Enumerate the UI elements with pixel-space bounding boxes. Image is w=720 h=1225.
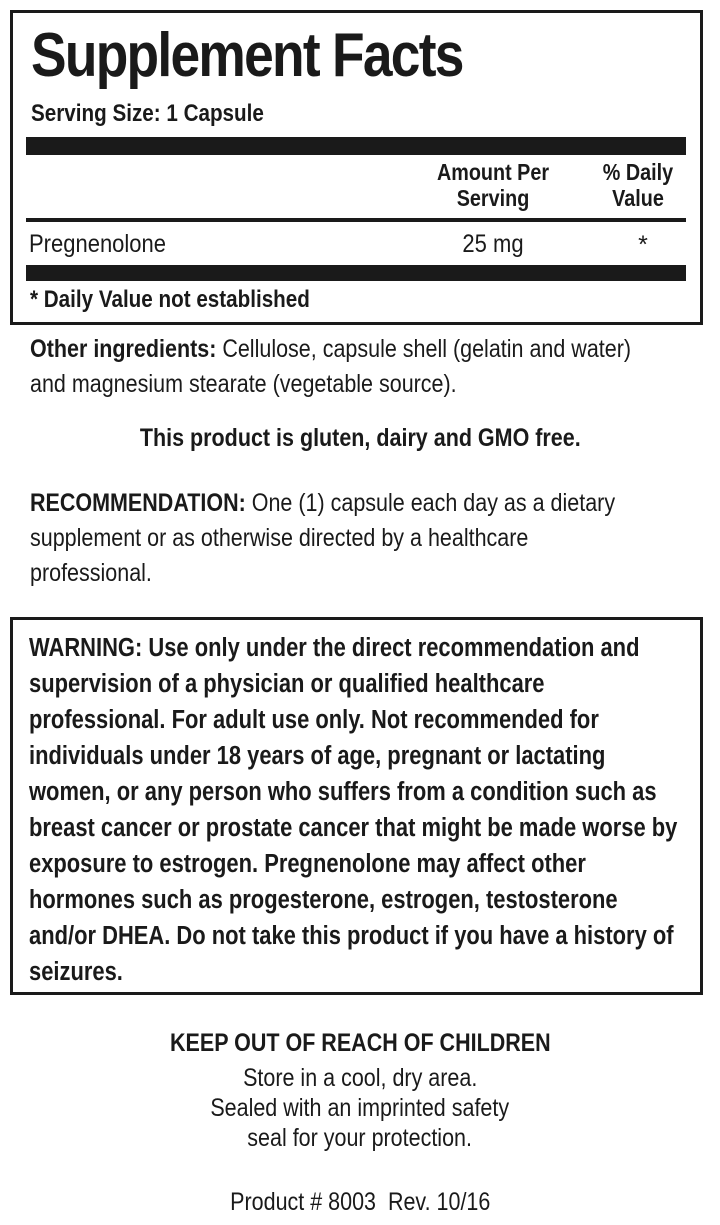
product-number-text: Product # 8003 Rev. 10/16 [229,1188,491,1216]
dv-header-line-1: % Daily [602,159,674,185]
seal-text-2: seal for your protection. [247,1124,473,1152]
storage-instruction [0,1063,720,1093]
other-ingredients-text: Cellulose, capsule shell (gelatin and water) and magnesium stearate (vegetable source). [30,335,632,398]
warning-text: WARNING: Use only under the direct recommendation and supervision of a physician or qualified healthcare professional. For adult use only. Not recommended for individuals under 18 years of age, pregnant or lactating women, or any person who suffers from a condition such as breast cancer or prostate cancer that might be made worse by exposure to estrogen. Pregnenolone may affect other hormones such as progesterone, estrogen, testosterone and/or DHEA. Do not take this product if you have a history of seizures. [29,634,678,986]
storage-text: Store in a cool, dry area. [242,1064,478,1092]
ingredient-amount: 25 mg [462,230,524,258]
facts-title: Supplement Facts [31,21,463,90]
recommendation-label: RECOMMENDATION: [30,489,246,517]
other-ingredients-label: Other ingredients: [30,335,217,363]
recommendation-text: One (1) capsule each day as a dietary supplement or as otherwise directed by a healthcare professional. [30,489,616,587]
free-from-statement [0,423,720,453]
amount-header-line-1: Amount Per [436,159,550,185]
keep-out-text: KEEP OUT OF REACH OF CHILDREN [169,1029,551,1057]
supplement-facts-panel [10,10,703,325]
amount-per-serving-header [429,159,558,211]
product-number [0,1187,720,1217]
other-ingredients [30,332,649,402]
seal-text-1: Sealed with an imprinted safety [210,1094,510,1122]
ingredient-name: Pregnenolone [29,230,167,258]
seal-line-2 [0,1123,720,1153]
footer-divider-bar [26,265,686,281]
daily-value-header [591,159,686,211]
serving-size: Serving Size: 1 Capsule [31,100,264,127]
keep-out-of-reach [0,1028,720,1058]
daily-value-footnote: * Daily Value not established [30,286,310,313]
ingredient-daily-value: * [638,231,648,259]
dv-header-line-2: Value [612,185,664,211]
header-divider-bar [26,137,686,155]
free-from-text: This product is gluten, dairy and GMO free. [139,424,581,452]
recommendation [30,486,649,591]
seal-line-1 [0,1093,720,1123]
amount-header-line-2: Serving [456,185,530,211]
warning-box [10,617,703,995]
column-divider [26,218,686,222]
